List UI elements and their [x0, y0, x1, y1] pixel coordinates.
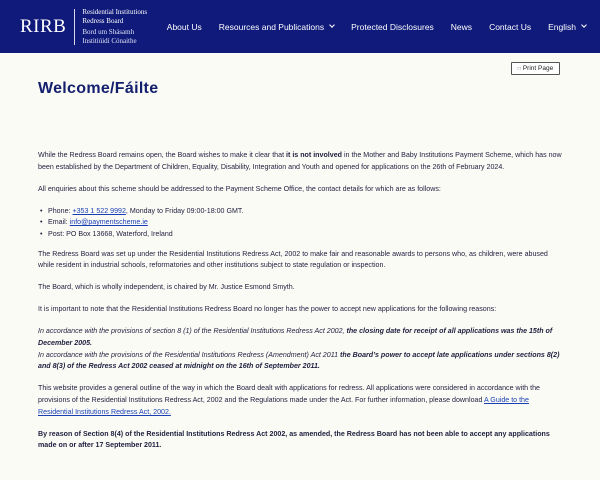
list-item	[38, 229, 562, 241]
email-label: Email:	[48, 218, 70, 227]
nav-news-label: News	[450, 21, 473, 32]
intro-text-c: in the Mother and Baby Institutions Payment Scheme, which has now been established by the Department of Children, Equality, Disability, Integration and Youth and opened for applications on the 26th of February 2024.	[38, 151, 562, 171]
phone-label: Phone:	[48, 206, 73, 215]
print-page-button[interactable]	[511, 62, 560, 75]
closing-text-b: the closing date for receipt of all applications was the 15th of December 2005.	[38, 327, 553, 348]
logo-english-line-2: Redress Board	[82, 16, 124, 25]
nav-about-us-label: About Us	[166, 21, 202, 32]
phone-hours: , Monday to Friday 09:00-18:00 GMT.	[125, 206, 244, 215]
nav-resources-label: Resources and Publications	[218, 21, 325, 32]
closing-text-d: the Board’s power to accept late applications under sections 8(2) and 8(3) of the Redress Act 2002 ceased at midnight on the 16th of September 2011.	[38, 350, 560, 371]
nav-about-us[interactable]	[167, 22, 202, 32]
closing-text-c: In accordance with the provisions of the Residential Institutions Redress (Amendment) Act 2011	[38, 350, 341, 359]
print-page-label: Print Page	[522, 65, 554, 72]
guide-link[interactable]: A Guide to the Residential Institutions Redress Act, 2002.	[38, 395, 529, 416]
closing-dates-paragraph	[38, 326, 562, 372]
nav-protected-disclosures-label: Protected Disclosures	[351, 21, 434, 32]
outline-text: This website provides a general outline of the way in which the Board dealt with applications for redress. All applications were considered in accordance with the provisions of the Residential Institutions Redress Act, 2002 and the Regulations made under the Act. For further information, please download	[38, 384, 540, 404]
intro-text-a: While the Redress Board remains open, the Board wishes to make it clear that	[38, 151, 287, 159]
closing-text-a: In accordance with the provisions of section 8 (1) of the Residential Institutions Redress Act 2002,	[38, 327, 347, 336]
print-icon: □	[517, 65, 521, 72]
post-address: Post: PO Box 13668, Waterford, Ireland	[48, 229, 173, 238]
nav-contact-us-label: Contact Us	[489, 21, 532, 32]
nav-news[interactable]	[451, 22, 472, 32]
chair-paragraph: The Board, which is wholly independent, is chaired by Mr. Justice Esmond Smyth.	[38, 283, 295, 292]
list-item	[38, 206, 562, 218]
list-item	[38, 217, 562, 229]
site-logo[interactable]	[20, 8, 147, 45]
intro-paragraph	[38, 150, 562, 173]
site-header	[0, 0, 600, 53]
nav-contact-us[interactable]	[489, 22, 531, 32]
nav-language[interactable]	[548, 22, 586, 32]
nav-resources[interactable]	[219, 22, 334, 32]
chevron-down-icon	[329, 22, 335, 28]
chevron-down-icon	[581, 22, 587, 28]
enquiries-paragraph: All enquiries about this scheme should be addressed to the Payment Scheme Office, the contact details for which are as follows:	[38, 184, 441, 193]
intro-text-bold: it is not involved	[286, 151, 342, 159]
contact-list	[38, 206, 562, 241]
logo-mark: RIRB	[20, 15, 67, 37]
website-outline-paragraph	[38, 383, 562, 418]
logo-irish-line-1: Bord um Shásamh	[82, 28, 135, 36]
nav-protected-disclosures[interactable]	[351, 22, 434, 32]
logo-irish-line-2: Institiúidí Cónaithe	[82, 36, 137, 45]
page-title: Welcome/Fáilte	[38, 80, 159, 97]
no-new-applications-paragraph: It is important to note that the Residential Institutions Redress Board no longer has the power to accept new applications for the following reasons:	[38, 305, 497, 314]
board-setup-paragraph: The Redress Board was set up under the Residential Institutions Redress Act, 2002 to make fair and reasonable awards to persons who, as children, were abused while resident in industrial schools, reformatories and other institutions subject to state regulation or inspection.	[38, 249, 548, 270]
logo-divider	[74, 9, 75, 45]
logo-text	[82, 8, 147, 45]
phone-link[interactable]: +353 1 522 9992	[72, 206, 126, 215]
section-8-paragraph: By reason of Section 8(4) of the Residential Institutions Redress Act 2002, as amended, the Redress Board has not been able to accept any applications made on or after 17 September 2011.	[38, 429, 550, 450]
main-content	[38, 150, 562, 462]
main-nav	[150, 22, 586, 32]
nav-language-label: English	[548, 21, 576, 32]
logo-english-line-1: Residential Institutions	[82, 8, 148, 16]
email-link[interactable]: info@paymentscheme.ie	[69, 218, 148, 227]
